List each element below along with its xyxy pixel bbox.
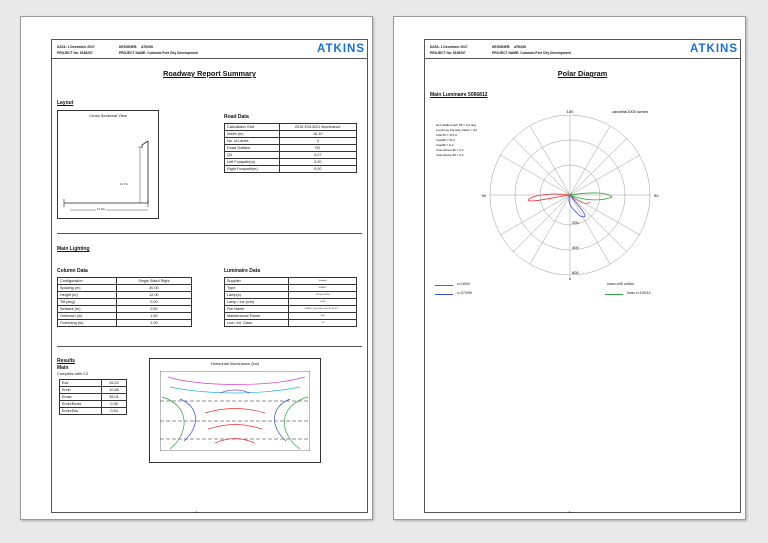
ring-label-200: 200 (572, 220, 579, 225)
cross-section-view (57, 110, 159, 219)
luminaire-data-row (225, 313, 357, 320)
column-data-table (57, 277, 192, 327)
luminaire-data-label: Lum. Int. Class (225, 320, 289, 327)
road-data-row (225, 138, 357, 145)
luminaire-data-row (225, 278, 357, 285)
legend-label-c180: c=180/0 (457, 282, 470, 286)
luminaire-data-value: 5066812 (289, 285, 357, 292)
road-data-value: 0,00 (279, 166, 356, 173)
results-subheading: Main (57, 365, 69, 371)
header-date: DATA: 1 December 2017 (57, 45, 95, 49)
road-data-label: Right Footpath(m) (225, 166, 280, 173)
road-data-label: Road Surface (225, 145, 280, 152)
report-page-2 (20, 16, 373, 520)
luminaire-data-row (225, 306, 357, 313)
page-header (57, 44, 198, 56)
isolux-title: Horizontal Illuminance (lux) (210, 361, 260, 366)
legend-swatch-cmax (605, 294, 623, 295)
page-header (430, 44, 571, 56)
header-date: DATA: 1 December 2017 (430, 45, 468, 49)
column-data-label: Setback (m) (58, 306, 117, 313)
column-data-label: Height (m) (58, 292, 117, 299)
header-divider (52, 58, 367, 59)
polar-units: candela/1000 lumen (611, 109, 649, 114)
road-data-row (225, 124, 357, 131)
polar-info-line: As Installed with Tilt = 0,0 deg (436, 123, 476, 127)
header-project-no: PROJECT No: 5165207 (57, 51, 93, 55)
width-dimension-label: 11,0m (97, 207, 106, 211)
road-data-value: 2015 EN13201 Illuminance (279, 124, 356, 131)
luminaire-data-value: 1/125 (289, 299, 357, 306)
luminaire-data-row (225, 299, 357, 306)
road-data-row (225, 166, 357, 173)
header-project-name: PROJECT NAME: Colombo Port City Development (119, 51, 198, 55)
section-divider-2 (57, 346, 362, 347)
road-data-value: 15,10 (279, 131, 356, 138)
column-data-label: Spacing (m) (58, 285, 117, 292)
curve-c270 (569, 195, 585, 217)
luminaire-data-value: G4 (289, 320, 357, 327)
header-project-name: PROJECT NAME: Colombo Port City Development (492, 51, 571, 55)
road-data-label: No. of Lanes (225, 138, 280, 145)
results-value: 39,01 (102, 394, 127, 401)
results-label: Emax (60, 394, 102, 401)
luminaire-data-value: 5066812_5xLed 80 Led 10,71 65 4C7 ... (289, 306, 357, 313)
column-data-row (58, 285, 192, 292)
polar-legend (435, 282, 735, 299)
road-data-label: Calculation Grid (225, 124, 280, 131)
polar-info-line: Imax Above 90 = 0,2 (436, 148, 464, 152)
luminaire-data-value: 0,80 (289, 313, 357, 320)
header-designer-label: DESIGNER: (492, 45, 511, 49)
column-data-value: 30,00 (116, 285, 191, 292)
results-value: 0,36 (102, 401, 127, 408)
polar-bottom-label: 0 (568, 276, 572, 280)
polar-info-line: Imax Above 95 = 0,2 (436, 153, 464, 157)
header-designer-label: DESIGNER: (119, 45, 138, 49)
legend-label-cmax: Imax c=190/10 (627, 291, 651, 295)
complies-text: Complies with C2 (57, 371, 89, 376)
column-data-row (58, 292, 192, 299)
column-data-label: Outreach (m) (58, 313, 117, 320)
cross-section-label: Cross Sectional View (89, 113, 127, 118)
legend-swatch-c180 (435, 285, 453, 286)
results-value: 10,66 (102, 387, 127, 394)
results-row (60, 394, 127, 401)
luminaire-heading: Main Luminaire 5066812 (430, 92, 488, 98)
page-frame (51, 39, 368, 513)
legend-label-imax: Imax=445 cd/klm (607, 282, 635, 286)
page-number: 2 (195, 510, 198, 514)
polar-info-line: Imax80 = 51,2 (436, 138, 456, 142)
report-page-3 (393, 16, 746, 520)
results-row (60, 408, 127, 415)
column-data-value: 12,00 (116, 292, 191, 299)
road-data-value: 4 (279, 138, 356, 145)
legend-label-c270: c=270/90 (457, 291, 472, 295)
polar-left-label: 90 (481, 193, 486, 198)
results-row (60, 387, 127, 394)
column-data-value: 0,50 (116, 306, 191, 313)
polar-top-label: 180 (566, 109, 574, 114)
road-data-value: 0,07 (279, 152, 356, 159)
layout-heading: Layout (57, 100, 74, 106)
column-data-heading: Column Data (57, 268, 88, 274)
ring-label-400: 400 (572, 245, 579, 250)
luminaire-data-label: Maintenance Factor (225, 313, 289, 320)
header-divider (425, 58, 740, 59)
legend-swatch-c270 (435, 294, 453, 295)
results-label: Eav (60, 380, 102, 387)
header-designer-value: ATKINS (141, 45, 154, 49)
column-data-label: Configuration (58, 278, 117, 285)
column-data-row (58, 320, 192, 327)
page-title: Roadway Report Summary (163, 69, 256, 78)
results-label: Emin (60, 387, 102, 394)
results-value: 0,54 (102, 408, 127, 415)
column-data-value: 0,00 (116, 299, 191, 306)
luminaire-data-label: Lamp / lux (x/m) (225, 299, 289, 306)
road-data-table (224, 123, 357, 173)
polar-info-line: Imax90 = 0,2 (436, 143, 454, 147)
polar-diagram (430, 100, 660, 280)
header-project-no: PROJECT No: 5165207 (430, 51, 466, 55)
page-number: 3 (568, 510, 571, 514)
results-row (60, 380, 127, 387)
atkins-logo: ATKINS (690, 43, 738, 55)
page-title: Polar Diagram (557, 69, 608, 78)
road-data-value: R2 (279, 145, 356, 152)
column-data-label: Overhang (m) (58, 320, 117, 327)
road-data-heading: Road Data (224, 114, 249, 120)
results-heading: Results (57, 358, 76, 364)
road-data-label: Width (m) (225, 131, 280, 138)
atkins-logo: ATKINS (317, 43, 365, 55)
cross-section-drawing (58, 111, 158, 218)
results-row (60, 401, 127, 408)
height-dimension-label: 11,7m (120, 182, 129, 186)
luminaire-data-label: File Name (225, 306, 289, 313)
polar-right-label: 90 (654, 193, 659, 198)
isolux-panel (149, 358, 321, 463)
luminaire-data-label: Supplier (225, 278, 289, 285)
luminaire-data-label: Lamp(s) (225, 292, 289, 299)
luminaire-data-row (225, 292, 357, 299)
column-data-row (58, 299, 192, 306)
luminaire-data-table (224, 277, 357, 327)
column-data-row (58, 306, 192, 313)
results-label: Emin/Eav (60, 408, 102, 415)
luminaire-data-value: 128 Xtor ST400 (289, 292, 357, 299)
road-data-row (225, 145, 357, 152)
column-data-value: Single Sided Right (116, 278, 191, 285)
road-data-label: Left Footpath(m) (225, 159, 280, 166)
road-data-label: Q0 (225, 152, 280, 159)
polar-info-line: Imax70 = 373,9 (436, 133, 457, 137)
main-lighting-heading: Main Lighting (57, 246, 90, 252)
column-data-value: 1,50 (116, 313, 191, 320)
results-table (59, 379, 127, 415)
road-data-value: 0,00 (279, 159, 356, 166)
road-data-row (225, 159, 357, 166)
luminaire-data-value: Schréder (289, 278, 357, 285)
results-value: 26,22 (102, 380, 127, 387)
results-label: Emin/Emax (60, 401, 102, 408)
column-data-value: 1,00 (116, 320, 191, 327)
luminaire-data-label: Type (225, 285, 289, 292)
section-divider (57, 233, 362, 234)
polar-info-line: Luminous Intensity Class = G4 (436, 128, 477, 132)
luminaire-data-row (225, 285, 357, 292)
page-frame (424, 39, 741, 513)
road-data-row (225, 131, 357, 138)
luminaire-data-heading: Luminaire Data (224, 268, 261, 274)
header-designer-value: ATKINS (514, 45, 527, 49)
column-data-row (58, 278, 192, 285)
luminaire-data-row (225, 320, 357, 327)
road-data-row (225, 152, 357, 159)
column-data-row (58, 313, 192, 320)
ring-label-600: 600 (572, 270, 579, 275)
isolux-diagram (160, 371, 310, 451)
column-data-label: Tilt (deg) (58, 299, 117, 306)
